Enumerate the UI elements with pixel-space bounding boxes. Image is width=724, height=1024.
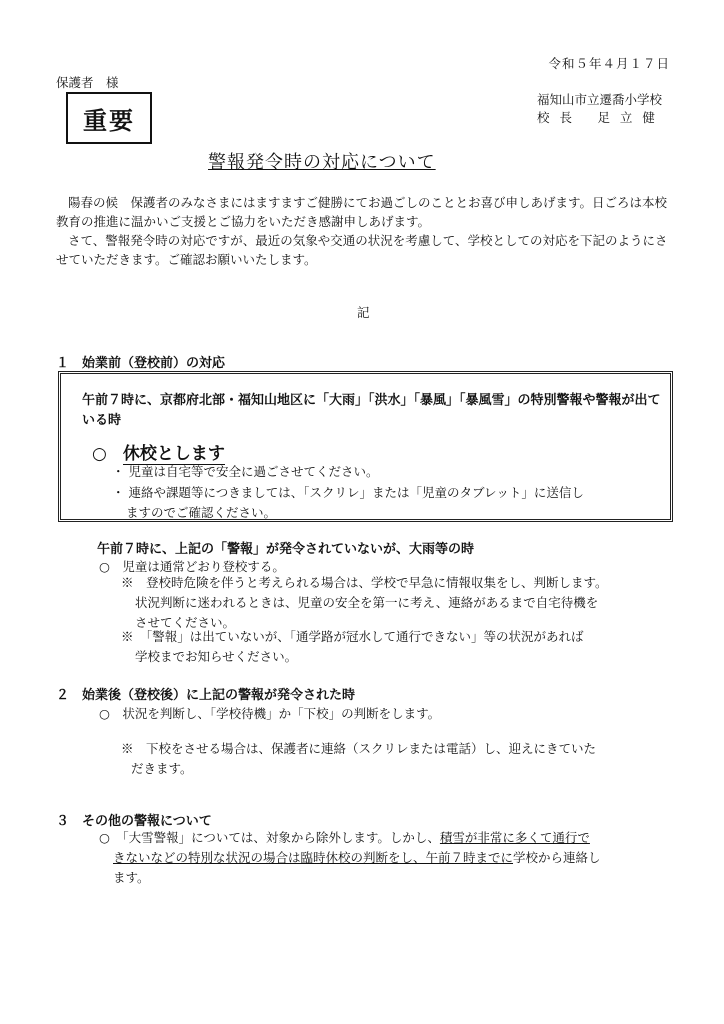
condition-heading: 午前７時に、上記の「警報」が発令されていないが、大雨等の時 <box>97 542 475 557</box>
text: 学校から連絡し <box>513 850 601 865</box>
note <box>121 739 676 779</box>
note-line: だきます。 <box>131 761 193 776</box>
bullet-text-line: ますのでご確認ください。 <box>126 505 277 520</box>
important-stamp <box>66 92 152 144</box>
underlined-text: きないなどの特別な状況の場合は臨時休校の判断をし、午前７時までに <box>113 850 514 865</box>
school-closed-label: 休校とします <box>122 444 225 464</box>
note <box>121 627 676 667</box>
list-item: ○ 状況を判断し、「学校待機」か「下校」の判断をします。 <box>99 706 441 721</box>
section-2-heading: ２ 始業後（登校後）に上記の警報が発令された時 <box>56 688 356 703</box>
principal-name: 校 長 足 立 健 <box>537 110 658 125</box>
recipient: 保護者 様 <box>56 75 119 90</box>
ki-marker: 記 <box>357 305 370 320</box>
list-item <box>99 828 674 888</box>
note-line: ※ 下校をさせる場合は、保護者に連絡（スクリレまたは電話）し、迎えにきていた <box>121 741 597 756</box>
intro-paragraph-2: さて、警報発令時の対応ですが、最近の気象や交通の状況を考慮して、学校としての対応を下記のようにさせていただきます。ご確認お願いいたします。 <box>56 233 668 267</box>
note-line: ※ 「警報」は出ていないが、「通学路が冠水して通行できない」等の状況があれば <box>121 629 584 644</box>
section-1-heading: １ 始業前（登校前）の対応 <box>56 356 226 371</box>
bullet-item: ・ 児童は自宅等で安全に過ごさせてください。 <box>112 464 379 479</box>
note-line: させてください。 <box>135 615 236 630</box>
school-closed-heading <box>92 439 225 464</box>
date: 令和５年４月１７日 <box>548 56 670 71</box>
note-line: 状況判断に迷われるときは、児童の安全を第一に考え、連絡があるまで自宅待機を <box>135 595 599 610</box>
underlined-text: 積雪が非常に多くて通行で <box>439 830 590 845</box>
list-item: ○ 児童は通常どおり登校する。 <box>99 559 285 574</box>
text: ます。 <box>113 870 150 885</box>
warning-condition: 午前７時に、京都府北部・福知山地区に「大雨」「洪水」「暴風」「暴風雪」の特別警報や警報が出ている時 <box>82 393 661 428</box>
note-line: ※ 登校時危険を伴うと考えられる場合は、学校で早急に情報収集をし、判断します。 <box>121 575 608 590</box>
note-line: 学校までお知らせください。 <box>135 649 298 664</box>
section-3-heading: ３ その他の警報について <box>56 814 212 829</box>
important-label: 重要 <box>83 106 135 135</box>
circle-icon: ○ <box>92 444 107 464</box>
page-title: 警報発令時の対応について <box>208 152 436 173</box>
intro-paragraph-1: 陽春の候 保護者のみなさまにはますますご健勝にてお過ごしのこととお喜び申しあげます。日ごろは本校教育の推進に温かいご支援とご協力をいただき感謝申しあげます。 <box>56 195 668 229</box>
note <box>121 573 676 633</box>
school-name: 福知山市立遷喬小学校 <box>537 92 663 107</box>
text: ○ 「大雪警報」については、対象から除外します。しかし、 <box>99 830 440 845</box>
bullet-text-line: ・ 連絡や課題等につきましては、「スクリレ」または「児童のタブレット」に送信し <box>112 485 584 500</box>
bullet-item <box>112 483 667 523</box>
